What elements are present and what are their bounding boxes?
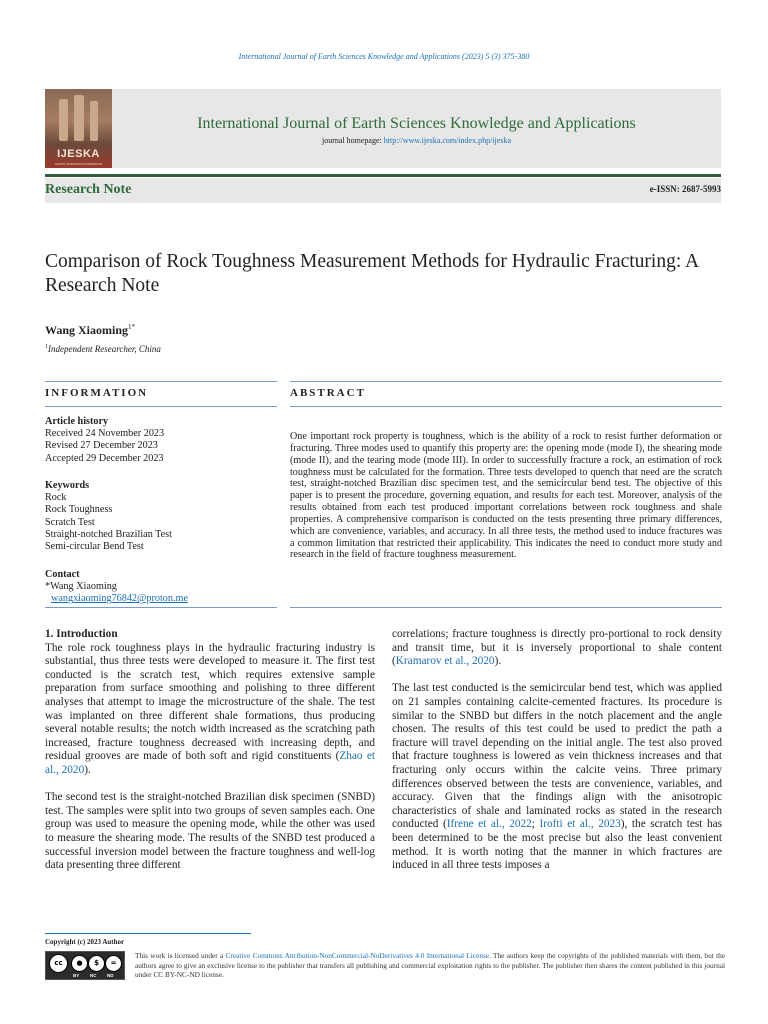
article-title: Comparison of Rock Toughness Measurement Methods for Hydraulic Fracturing: A Research Note [45, 251, 699, 296]
affiliation [45, 344, 161, 354]
paragraph-text: The role rock toughness plays in the hydraulic fracturing industry is substantial, thus three tests were developed to measure it. The first test conducted is the scratch test, which requires extensive sample preparation from surface smoothing and polishing to three different analyses that attempt to image the microstructure of the shale. The test was implanted on three different shale formations, thus producing several notable results; the notch width increased as the scratching path increased, fracture toughness decreased with increasing depth, and residual grooves are made of both soft and rigid constituents ( [45, 641, 375, 763]
header-divider [45, 174, 721, 177]
affiliation-text: Independent Researcher, China [48, 344, 161, 354]
paragraph-text: correlations; fracture toughness is directly pro-portional to rock density and transit time, but it is inversely proportional to shale content ( [392, 628, 722, 668]
license-pre: This work is licensed under a [135, 951, 226, 960]
citation-link[interactable]: Ifrene et al., 2022 [446, 818, 532, 831]
paragraph-text: The last test conducted is the semicircular bend test, which was applied on 21 samples containing calcite-cemented fractures. Its procedure is similar to the SNBD but differs in the notch placement and the angle chosen. The results of this test could be used to predict the path a fracture will travel depending on the initial angle. The test also proved that fracture toughness is lowered as vein thickness increases and that fracturing only occurs within the calcite veins. Three primary differences observed between the tests are convenience, variables, and accuracy. Given that the findings align with the anisotropic characteristics of shale and laminated rocks as stated in the research conducted ( [392, 682, 722, 831]
contact-name: *Wang Xiaoming [45, 581, 117, 593]
keywords-label: Keywords [45, 480, 90, 491]
keyword-item: Scratch Test [45, 516, 95, 528]
body-paragraph [392, 682, 722, 872]
info-rule-top [45, 381, 277, 382]
eissn-label: e-ISSN: 2687-5993 [649, 184, 721, 194]
license-text [135, 951, 725, 980]
logo-subtext: EARTH SCIENCES KNOWLEDGE [55, 162, 102, 166]
citation-link[interactable]: Kramarov et al., 2020 [395, 655, 495, 668]
body-paragraph [45, 642, 375, 778]
info-rule-bottom [45, 406, 277, 407]
nd-label: ND [107, 973, 114, 978]
abstract-rule-top [290, 381, 722, 382]
article-type-bar [45, 178, 721, 203]
nc-label: NC [90, 973, 97, 978]
logo-text: IJESKA [57, 148, 100, 160]
license-link[interactable]: Creative Commons Attribution-NonCommercial-NoDerivatives 4.0 International License [225, 951, 490, 960]
paragraph-text: ), the scratch test has been determined to be the most precise but also the least convenient method. It is worth noting that the manner in which fractures are induced in all three tests imposes a [392, 818, 723, 872]
keyword-item: Rock Toughness [45, 504, 113, 516]
nd-icon: = [105, 955, 122, 972]
keyword-item: Semi-circular Bend Test [45, 541, 144, 553]
history-label: Article history [45, 416, 109, 427]
citation-line: International Journal of Earth Sciences Knowledge and Applications (2023) 5 (3) 375-380 [238, 52, 530, 61]
abstract-text: One important rock property is toughness, which is the ability of a rock to resist further deformation or fracturing. Three modes used to quantify this property are: the opening mode (mode I), the shearing mode (mode II), and the tearing mode (mode III). In order to successfully fracture a rock, an estimation of rock toughness must be calculated for the formation. Three tests developed to quench that need are the scratch test, straight-notched Brazilian disc specimen test, and the semicircular bend test. The objective of this paper is to present the procedure, governing equation, and results for each test. Moreover, analysis of the results obtained from each test produced important correlations between rock toughness and shale properties. A comprehensive comparison is conducted on the tests presenting three primary differences, which are convenience, variables, and accuracy. In all three tests, the method used to induce fractures was a common limitation that restricted their applicability. This indicates the need to conduct more study and research in the field of fracture toughness measurement. [290, 431, 722, 561]
author-mark: 1* [128, 323, 136, 331]
section-title: 1. Introduction [45, 628, 118, 640]
keyword-item: Rock [45, 492, 67, 504]
license-post: . The authors keep the copyrights of the published materials with them, but the authors agree to give an exclusive license to the publisher that transfers all publishing and commercial exploitation rights to the publisher. The publisher then shares the content published in this journal under CC BY-NC-ND license. [135, 951, 725, 980]
citation-link[interactable]: Zhao et al., 2020 [45, 750, 375, 776]
cc-icon: cc [49, 954, 68, 973]
accepted-date: Accepted 29 December 2023 [45, 452, 164, 464]
abstract-rule-end [290, 607, 722, 608]
info-heading: INFORMATION [45, 387, 149, 399]
abstract-heading: ABSTRACT [290, 387, 366, 399]
body-paragraph: The second test is the straight-notched Brazilian disk specimen (SNBD) test. The samples were split into two groups of seven samples each. One group was used to measure the opening mode, while the other was used to measure the shearing mode. The results of the SNBD test produced a successful inversion model between the fracture toughness and well-log data presenting three different [45, 791, 375, 872]
homepage-link[interactable]: http://www.ijeska.com/index.php/ijeska [383, 136, 511, 145]
body-left-column [45, 628, 375, 886]
body-paragraph [392, 628, 722, 669]
article-type-label: Research Note [45, 182, 132, 197]
citation-link[interactable]: Irofti et al., 2023 [539, 818, 621, 831]
article-history [45, 416, 164, 465]
homepage-label: journal homepage: [321, 136, 382, 145]
contact-label: Contact [45, 569, 80, 580]
journal-homepage [112, 136, 721, 145]
paragraph-text: ). [84, 763, 91, 776]
nc-icon: $ [88, 955, 105, 972]
abstract-rule-bottom [290, 406, 722, 407]
journal-title: International Journal of Earth Sciences Knowledge and Applications [197, 115, 636, 132]
info-rule-end [45, 607, 277, 608]
revised-date: Revised 27 December 2023 [45, 440, 158, 452]
copyright-notice: Copyright (c) 2023 Author [45, 938, 125, 946]
by-label: BY [73, 973, 80, 978]
body-right-column [392, 628, 722, 886]
author-text: Wang Xiaoming [45, 323, 129, 337]
affiliation-mark: 1 [45, 344, 48, 350]
by-icon: ● [71, 955, 88, 972]
contact-email-link[interactable]: wangxiaoming76842@proton.me [51, 593, 188, 605]
paragraph-text: ). [494, 655, 502, 668]
cc-license-badge[interactable] [45, 951, 125, 980]
footer-rule [45, 933, 251, 934]
journal-logo [45, 89, 112, 168]
author-name [45, 323, 135, 338]
received-date: Received 24 November 2023 [45, 428, 165, 440]
keyword-item: Straight-notched Brazilian Test [45, 528, 172, 540]
paragraph-text: ; [531, 818, 540, 831]
contact-block [45, 569, 188, 606]
keywords-block [45, 480, 172, 553]
